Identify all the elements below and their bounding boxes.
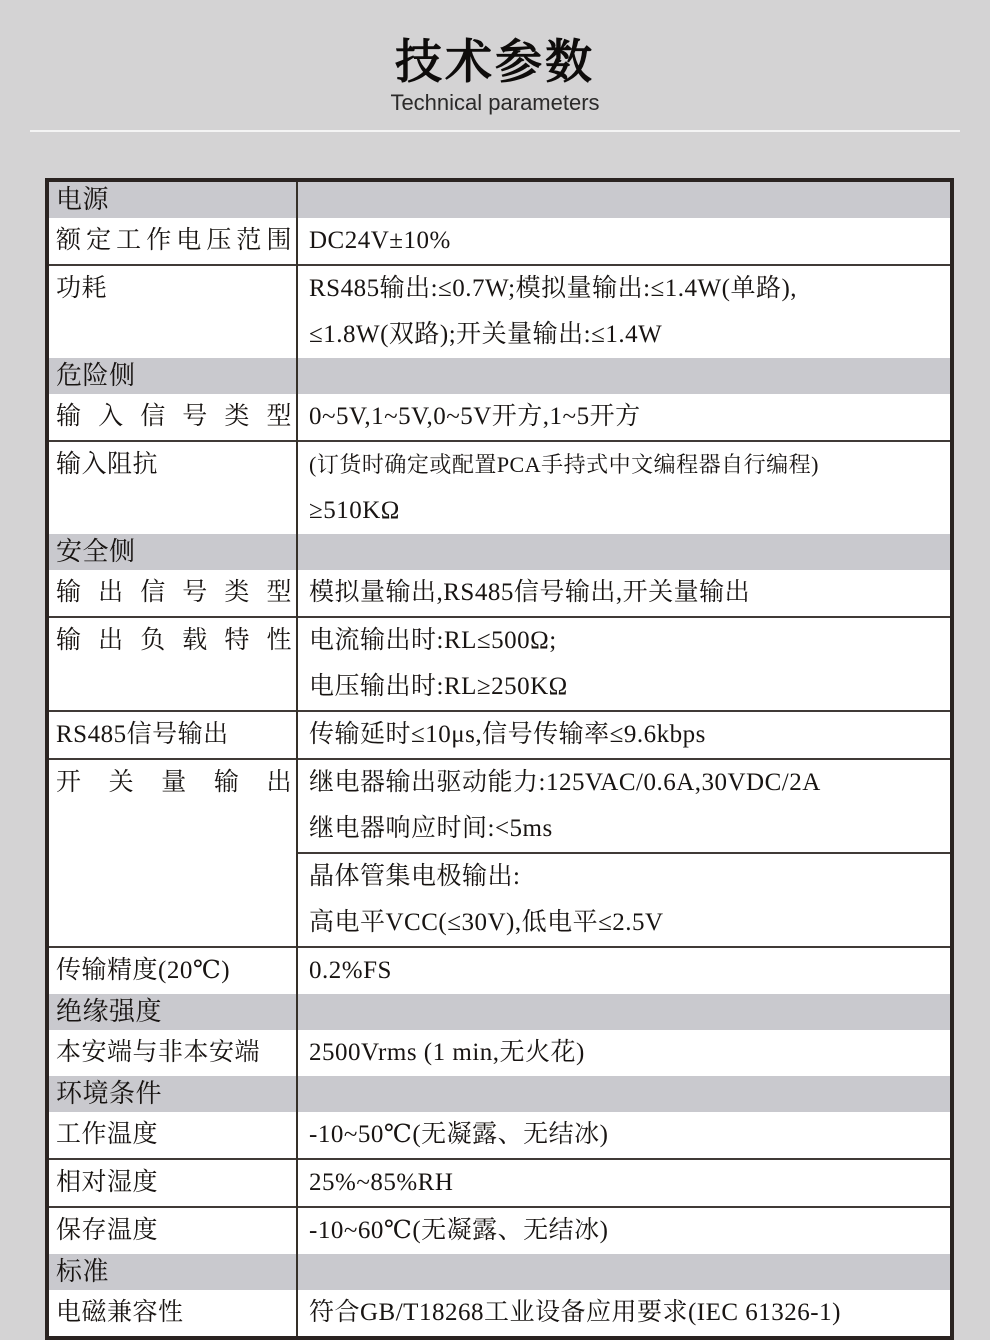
value-line: 工作温度 bbox=[56, 1120, 159, 1148]
param-label bbox=[47, 1290, 297, 1338]
section-row bbox=[47, 1254, 952, 1290]
value-line: 保存温度 bbox=[56, 1216, 159, 1244]
section-spacer bbox=[297, 1254, 952, 1290]
value-line: ≤1.8W(双路);开关量输出:≤1.4W bbox=[309, 320, 663, 348]
value-line: DC24V±10% bbox=[309, 226, 451, 254]
table-row bbox=[47, 441, 952, 534]
value-line: 开关量输出 bbox=[56, 768, 292, 796]
table-row bbox=[47, 1112, 952, 1159]
table-row bbox=[47, 1159, 952, 1207]
param-label bbox=[47, 1207, 297, 1254]
value-line: 输入阻抗 bbox=[56, 450, 159, 478]
table-row bbox=[47, 218, 952, 265]
param-label bbox=[47, 1112, 297, 1159]
section-row bbox=[47, 358, 952, 394]
section-label: 危险侧 bbox=[47, 358, 297, 394]
value-line: RS485输出:≤0.7W;模拟量输出:≤1.4W(单路), bbox=[309, 274, 798, 302]
param-value bbox=[297, 394, 952, 441]
param-value bbox=[297, 1030, 952, 1076]
page-subtitle: Technical parameters bbox=[390, 89, 600, 115]
param-label bbox=[47, 1159, 297, 1207]
section-spacer bbox=[297, 994, 952, 1030]
value-line: 传输精度(20℃) bbox=[56, 956, 231, 984]
param-value bbox=[297, 711, 952, 759]
param-value bbox=[297, 218, 952, 265]
section-spacer bbox=[297, 180, 952, 218]
value-line: 模拟量输出,RS485信号输出,开关量输出 bbox=[309, 578, 751, 606]
table-row bbox=[47, 617, 952, 711]
param-value bbox=[297, 570, 952, 617]
title-divider bbox=[30, 130, 960, 132]
table-row bbox=[47, 1207, 952, 1254]
value-line: 符合GB/T18268工业设备应用要求(IEC 61326-1) bbox=[309, 1298, 841, 1326]
value-line: 继电器响应时间:<5ms bbox=[309, 814, 553, 842]
value-line: RS485信号输出 bbox=[56, 720, 229, 748]
section-label: 环境条件 bbox=[47, 1076, 297, 1112]
table-row bbox=[47, 394, 952, 441]
param-label bbox=[47, 218, 297, 265]
value-line: 电流输出时:RL≤500Ω; bbox=[309, 626, 557, 654]
param-value bbox=[297, 947, 952, 994]
table-row bbox=[47, 265, 952, 358]
section-label: 电源 bbox=[47, 180, 297, 218]
value-line: 0.2%FS bbox=[309, 956, 392, 984]
param-value bbox=[297, 441, 952, 534]
value-line: -10~50℃(无凝露、无结冰) bbox=[309, 1120, 609, 1148]
param-value bbox=[297, 1159, 952, 1207]
param-value bbox=[297, 1207, 952, 1254]
param-value bbox=[297, 853, 952, 947]
param-label bbox=[47, 570, 297, 617]
value-line: 电磁兼容性 bbox=[56, 1298, 184, 1326]
section-label: 标准 bbox=[47, 1254, 297, 1290]
value-line: 晶体管集电极输出: bbox=[309, 862, 521, 890]
table-row bbox=[47, 1030, 952, 1076]
value-line: 功耗 bbox=[56, 274, 108, 302]
value-line: ≥510KΩ bbox=[309, 496, 400, 524]
value-line: 传输延时≤10μs,信号传输率≤9.6kbps bbox=[309, 720, 706, 748]
value-line: 相对湿度 bbox=[56, 1168, 159, 1196]
value-line: 输出负载特性 bbox=[56, 626, 292, 654]
param-label bbox=[47, 1030, 297, 1076]
value-line: 额定工作电压范围 bbox=[56, 226, 292, 254]
value-line: 25%~85%RH bbox=[309, 1168, 454, 1196]
section-label: 安全侧 bbox=[47, 534, 297, 570]
table-row bbox=[47, 570, 952, 617]
param-value bbox=[297, 617, 952, 711]
param-label bbox=[47, 947, 297, 994]
section-spacer bbox=[297, 1076, 952, 1112]
param-value bbox=[297, 759, 952, 853]
param-value bbox=[297, 1112, 952, 1159]
table-row bbox=[47, 759, 952, 853]
section-row bbox=[47, 1076, 952, 1112]
param-label bbox=[47, 265, 297, 358]
page-header bbox=[0, 0, 990, 132]
section-row bbox=[47, 534, 952, 570]
section-row bbox=[47, 994, 952, 1030]
table-row bbox=[47, 1290, 952, 1338]
section-spacer bbox=[297, 534, 952, 570]
value-line: 高电平VCC(≤30V),低电平≤2.5V bbox=[309, 908, 664, 936]
table-row bbox=[47, 947, 952, 994]
param-value bbox=[297, 265, 952, 358]
section-row bbox=[47, 180, 952, 218]
page-title: 技术参数 bbox=[395, 35, 595, 88]
value-line: 0~5V,1~5V,0~5V开方,1~5开方 bbox=[309, 402, 641, 430]
section-spacer bbox=[297, 358, 952, 394]
param-label bbox=[47, 394, 297, 441]
value-line: 输出信号类型 bbox=[56, 578, 292, 606]
value-line: 2500Vrms (1 min,无火花) bbox=[309, 1038, 585, 1066]
param-label bbox=[47, 759, 297, 947]
param-label bbox=[47, 441, 297, 534]
value-line: 输入信号类型 bbox=[56, 402, 292, 430]
param-value bbox=[297, 1290, 952, 1338]
param-label bbox=[47, 617, 297, 711]
value-line: 继电器输出驱动能力:125VAC/0.6A,30VDC/2A bbox=[309, 768, 821, 796]
section-label: 绝缘强度 bbox=[47, 994, 297, 1030]
technical-parameters-table bbox=[45, 178, 954, 1340]
table-row bbox=[47, 711, 952, 759]
value-line: 本安端与非本安端 bbox=[56, 1038, 261, 1066]
value-line: (订货时确定或配置PCA手持式中文编程器自行编程) bbox=[309, 451, 819, 477]
value-line: 电压输出时:RL≥250KΩ bbox=[309, 672, 568, 700]
value-line: -10~60℃(无凝露、无结冰) bbox=[309, 1216, 609, 1244]
param-label bbox=[47, 711, 297, 759]
